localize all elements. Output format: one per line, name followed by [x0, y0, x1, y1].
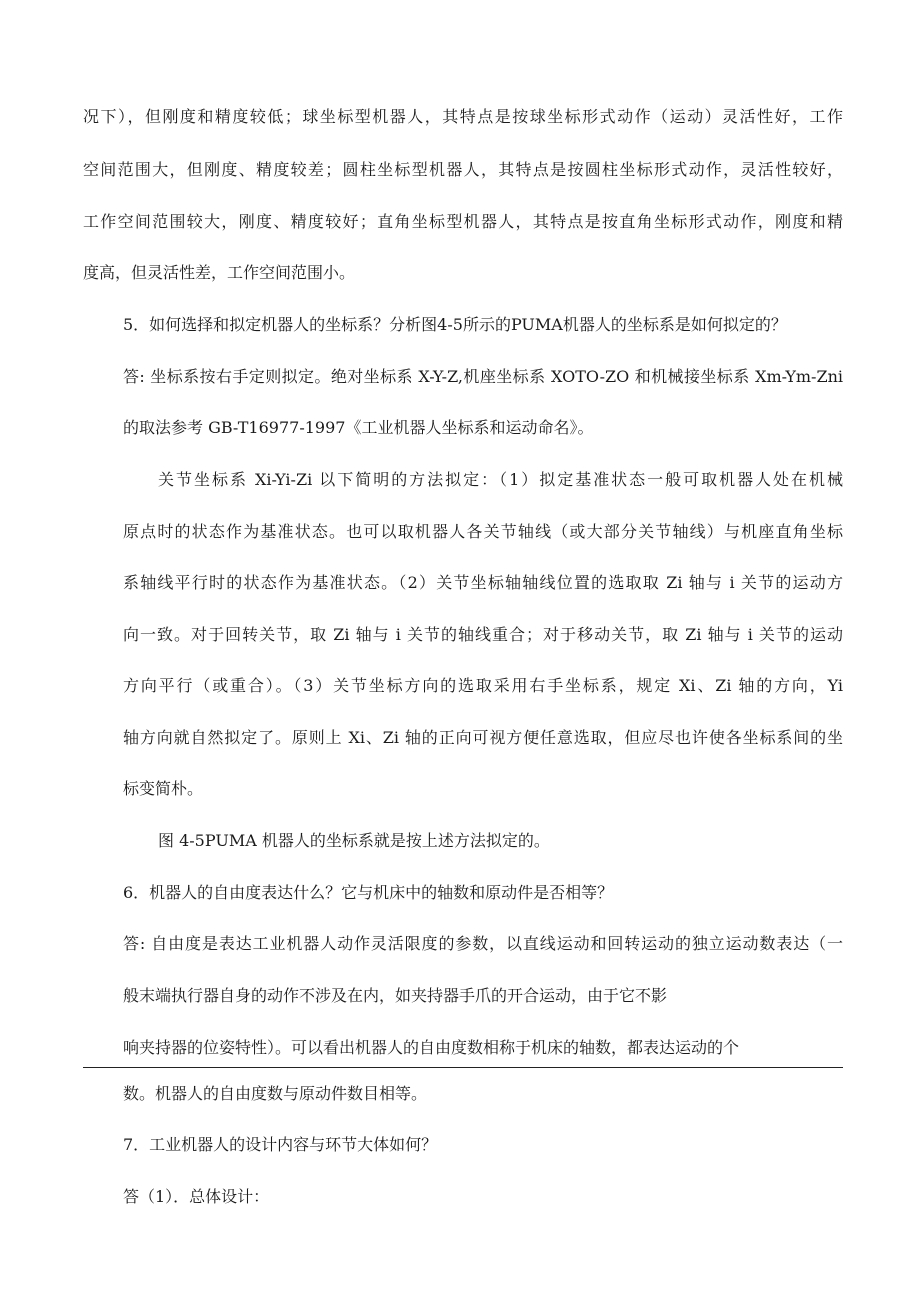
answer-line: 答: 坐标系按右手定则拟定。绝对坐标系 X-Y-Z,机座坐标系 XOTO-ZO 和机械接坐标系 Xm-Ym-Zni — [123, 367, 843, 386]
horizontal-rule — [83, 1067, 843, 1068]
text-line: 数。机器人的自由度数与原动件数目相等。 — [123, 1084, 428, 1103]
text-line: 轴方向就自然拟定了。原则上 Xi、Zi 轴的正向可视方便任意选取，但应尽也许使各坐标系间的坐 — [123, 728, 843, 747]
text-line: 空间范围大，但刚度、精度较差；圆柱坐标型机器人，其特点是按圆柱坐标形式动作，灵活性较好， — [83, 160, 843, 179]
question-heading: 7．工业机器人的设计内容与环节大体如何？ — [123, 1135, 438, 1154]
figure-note: 图 4-5PUMA 机器人的坐标系就是按上述方法拟定的。 — [158, 831, 550, 850]
text-line: 响夹持器的位姿特性）。可以看出机器人的自由度数相称于机床的轴数，都表达运动的个 — [123, 1038, 740, 1057]
question-heading: 5．如何选择和拟定机器人的坐标系？分析图4-5所示的PUMA机器人的坐标系是如何拟定的？ — [123, 315, 787, 334]
text-line: 原点时的状态作为基准状态。也可以取机器人各关节轴线（或大部分关节轴线）与机座直角坐标 — [123, 522, 843, 541]
answer-line: 答（1）．总体设计： — [123, 1187, 270, 1206]
answer-line: 答: 自由度是表达工业机器人动作灵活限度的参数，以直线运动和回转运动的独立运动数表达（一 — [123, 934, 843, 953]
text-line: 度高，但灵活性差，工作空间范围小。 — [83, 263, 356, 282]
text-line: 般末端执行器自身的动作不涉及在内，如夹持器手爪的开合运动，由于它不影 — [123, 986, 668, 1005]
text-line: 的取法参考 GB-T16977-1997《工业机器人坐标系和运动命名》。 — [123, 418, 594, 437]
text-line: 况下），但刚度和精度较低；球坐标型机器人，其特点是按球坐标形式动作（运动）灵活性好，工作 — [83, 107, 843, 126]
text-line: 系轴线平行时的状态作为基准状态。（2）关节坐标轴轴线位置的选取取 Zi 轴与 i 关节的运动方 — [123, 573, 843, 592]
text-line: 工作空间范围较大，刚度、精度较好；直角坐标型机器人，其特点是按直角坐标形式动作，刚度和精 — [83, 212, 843, 231]
text-line: 关节坐标系 Xi-Yi-Zi 以下简明的方法拟定：（1）拟定基准状态一般可取机器人处在机械 — [158, 470, 843, 489]
text-line: 方向平行（或重合）。（3）关节坐标方向的选取采用右手坐标系，规定 Xi、Zi 轴的方向，Yi — [123, 676, 843, 695]
question-heading: 6．机器人的自由度表达什么？它与机床中的轴数和原动件是否相等？ — [123, 883, 614, 902]
text-line: 向一致。对于回转关节，取 Zi 轴与 i 关节的轴线重合；对于移动关节，取 Zi 轴与 i 关节的运动 — [123, 625, 843, 644]
text-line: 标变简朴。 — [123, 779, 204, 798]
